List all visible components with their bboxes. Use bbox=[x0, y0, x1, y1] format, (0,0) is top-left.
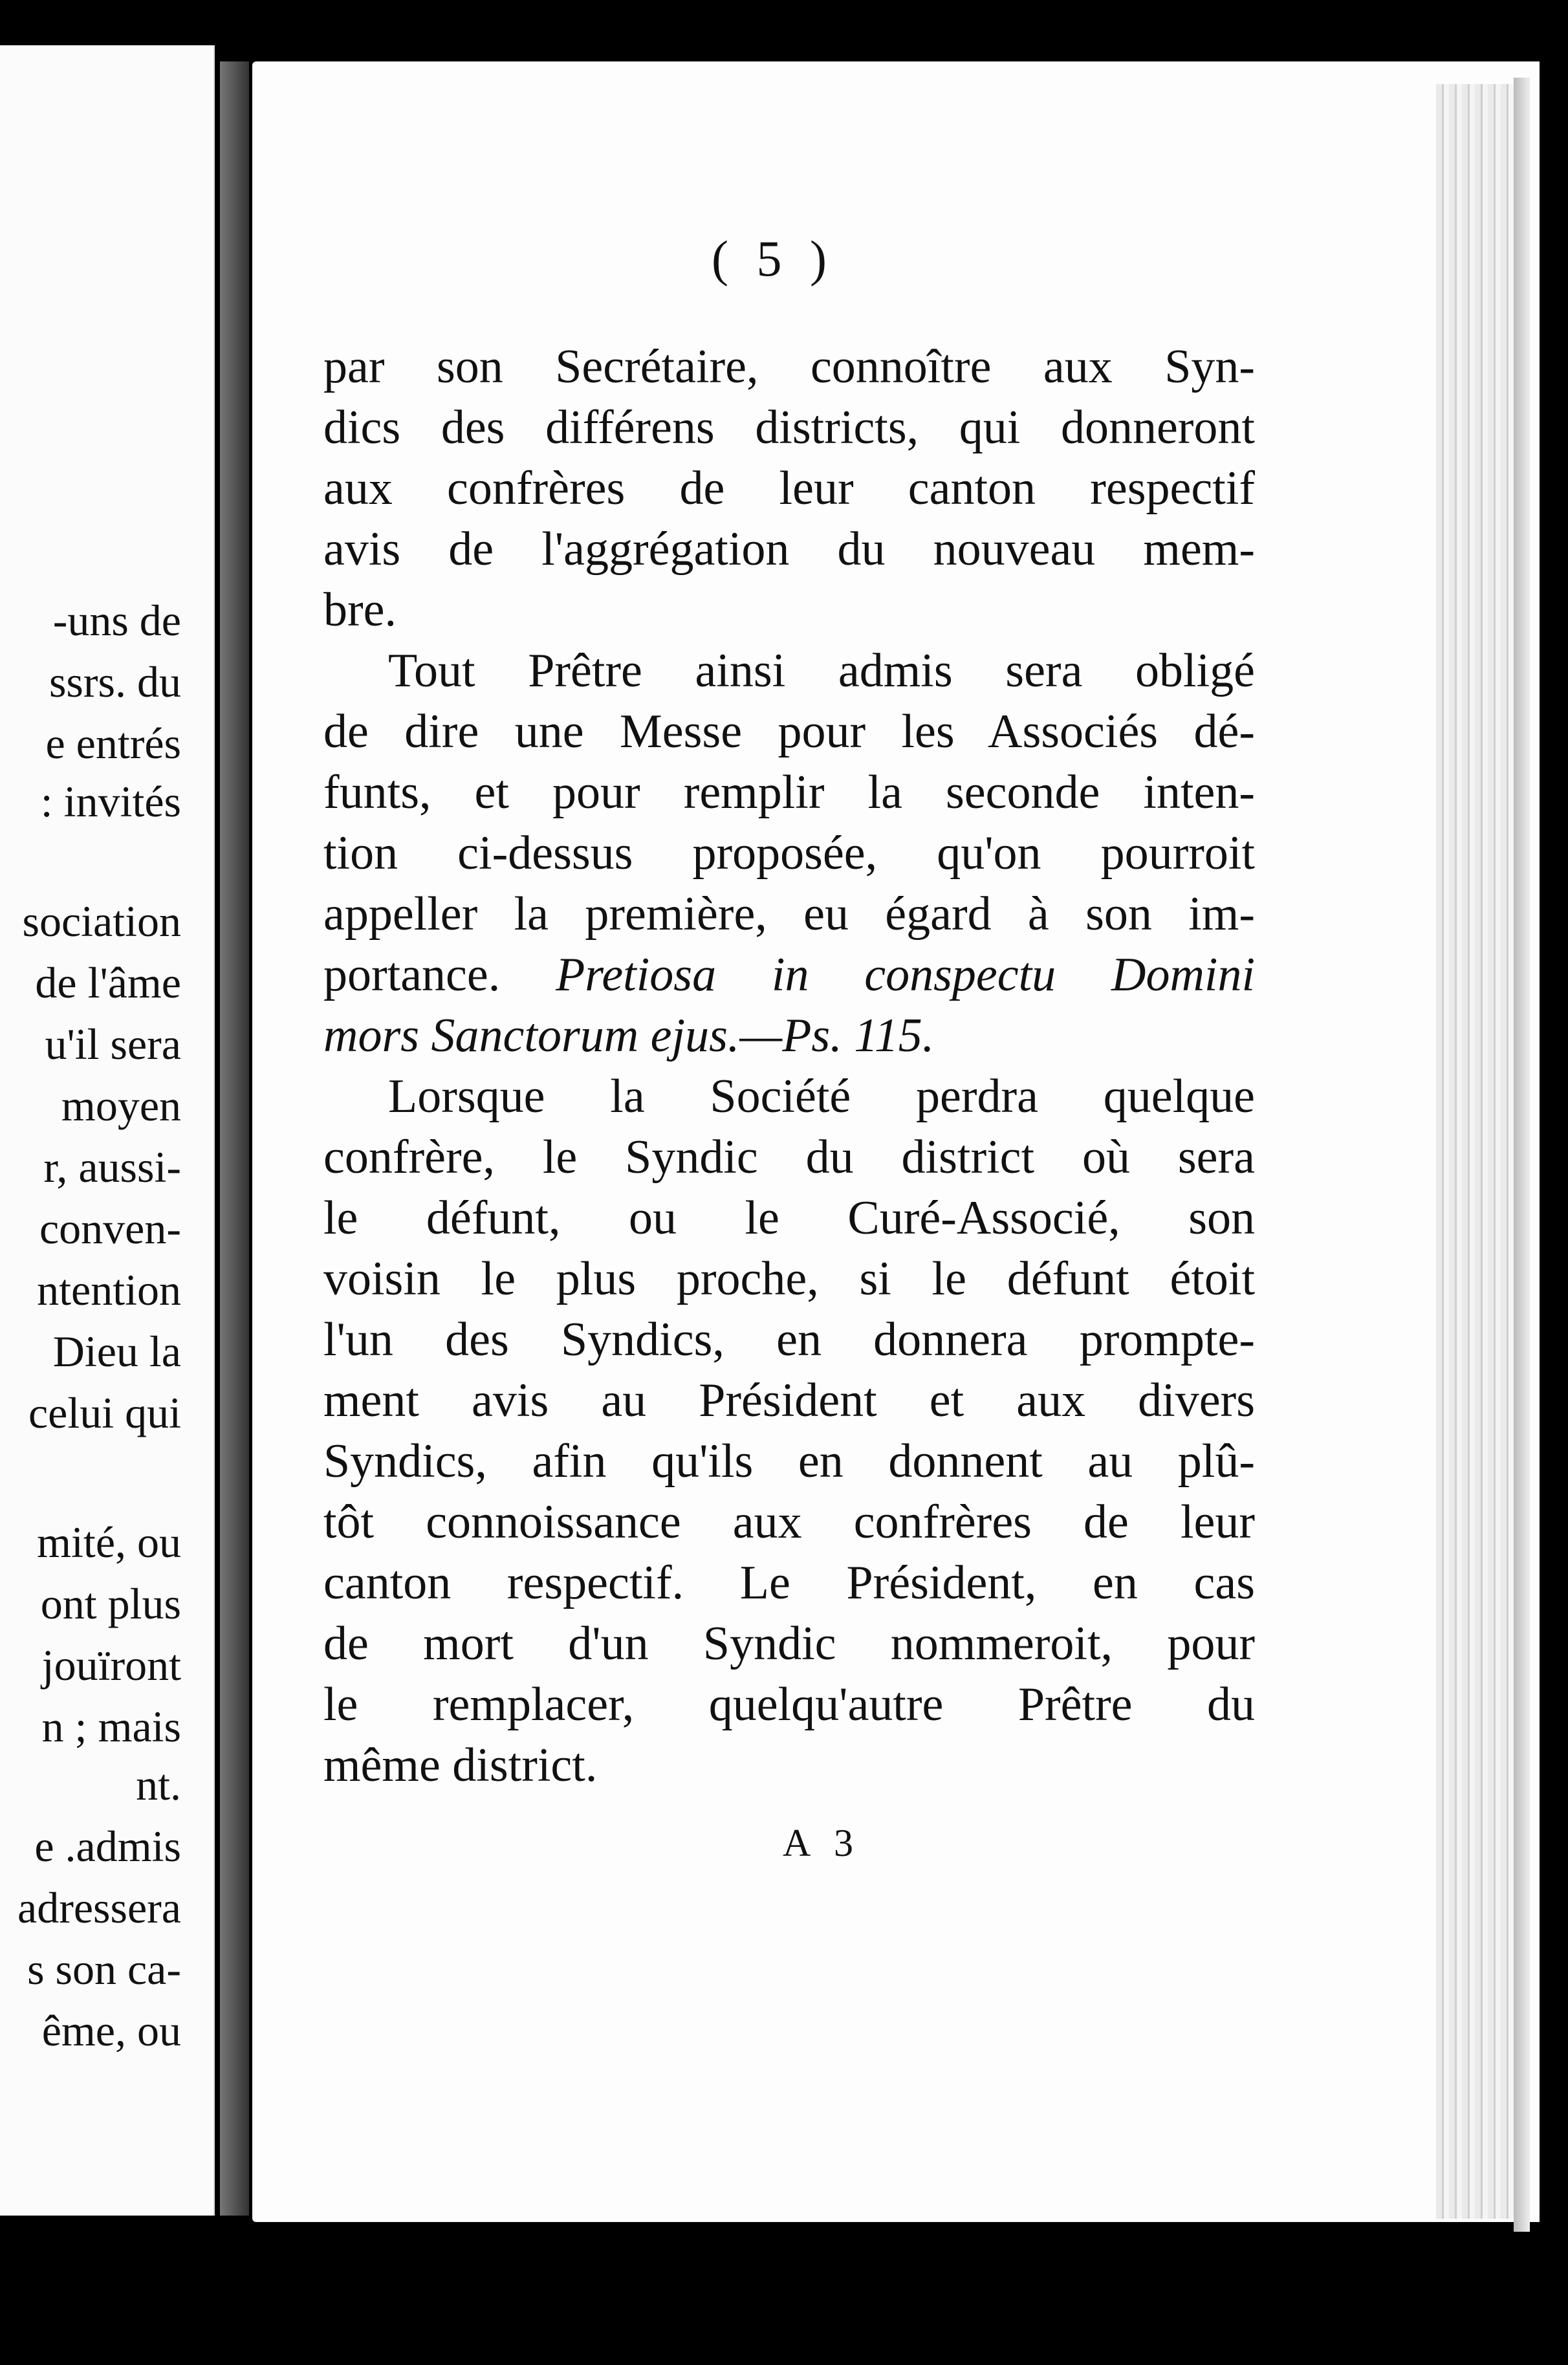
left-line: conven- bbox=[39, 1204, 181, 1253]
text-line: de dire une Messe pour les Associés dé- bbox=[323, 705, 1255, 758]
text-segment: portance. bbox=[323, 948, 501, 1001]
text-line: bre. bbox=[323, 583, 397, 637]
body-text bbox=[323, 336, 1255, 1796]
left-line: ntention bbox=[37, 1265, 181, 1314]
left-line: ont plus bbox=[40, 1579, 181, 1628]
text-line: par son Secrétaire, connoître aux Syn- bbox=[323, 340, 1255, 393]
text-line: ment avis au Président et aux divers bbox=[323, 1374, 1255, 1427]
page-edges bbox=[1436, 84, 1514, 2219]
left-line: : invités bbox=[40, 777, 181, 826]
left-line: e .admis bbox=[34, 1822, 181, 1871]
left-line: nt. bbox=[136, 1760, 181, 1809]
left-line: -uns de bbox=[52, 596, 181, 645]
psalm-reference: —Ps. 115. bbox=[739, 1009, 935, 1062]
left-line: ême, ou bbox=[41, 2006, 181, 2055]
text-line: de mort d'un Syndic nommeroit, pour bbox=[323, 1617, 1255, 1670]
left-page bbox=[0, 45, 215, 2216]
text-line: tôt connoissance aux confrères de leur bbox=[323, 1496, 1255, 1549]
text-line: avis de l'aggrégation du nouveau mem- bbox=[323, 523, 1255, 576]
text-line: le défunt, ou le Curé-Associé, son bbox=[323, 1192, 1255, 1245]
text-line: dics des différens districts, qui donneront bbox=[323, 401, 1255, 454]
signature-mark: A 3 bbox=[783, 1822, 862, 1864]
latin-quote: Pretiosa in conspectu Domini bbox=[556, 948, 1256, 1001]
left-line: sociation bbox=[22, 897, 181, 946]
text-line: funts, et pour remplir la seconde inten- bbox=[323, 766, 1255, 819]
text-line: appeller la première, eu égard à son im- bbox=[323, 888, 1255, 941]
left-line: adressera bbox=[17, 1883, 181, 1932]
left-line: celui qui bbox=[28, 1388, 181, 1437]
left-line: ssrs. du bbox=[49, 657, 181, 706]
book-gutter bbox=[220, 61, 249, 2216]
text-line: confrère, le Syndic du district où sera bbox=[323, 1131, 1255, 1184]
left-line: jouïront bbox=[41, 1640, 181, 1690]
text-line: tion ci-dessus proposée, qu'on pourroit bbox=[323, 827, 1255, 880]
left-line: de l'âme bbox=[35, 958, 181, 1007]
text-line: l'un des Syndics, en donnera prompte- bbox=[323, 1313, 1255, 1366]
text-line: même district. bbox=[323, 1739, 598, 1792]
text-line: Syndics, afin qu'ils en donnent au plû- bbox=[323, 1435, 1255, 1488]
text-line bbox=[323, 944, 1255, 1005]
left-line: r, aussi- bbox=[43, 1142, 181, 1192]
text-line: canton respectif. Le Président, en cas bbox=[323, 1556, 1255, 1609]
text-line: voisin le plus proche, si le défunt étoit bbox=[323, 1252, 1255, 1305]
left-line: u'il sera bbox=[45, 1019, 181, 1069]
latin-quote: mors Sanctorum ejus. bbox=[323, 1009, 740, 1062]
left-line: moyen bbox=[61, 1081, 181, 1130]
text-line: aux confrères de leur canton respectif bbox=[323, 462, 1255, 515]
page-edges-outer bbox=[1514, 78, 1530, 2232]
text-line: le remplacer, quelqu'autre Prêtre du bbox=[323, 1678, 1255, 1731]
text-line bbox=[323, 1005, 1255, 1066]
page-number: ( 5 ) bbox=[712, 230, 834, 287]
left-line: e entrés bbox=[45, 719, 181, 768]
left-line: n ; mais bbox=[41, 1702, 181, 1751]
left-line: mité, ou bbox=[37, 1518, 181, 1567]
text-line: Lorsque la Société perdra quelque bbox=[388, 1070, 1255, 1123]
left-line: Dieu la bbox=[52, 1327, 181, 1376]
left-line: s son ca- bbox=[27, 1945, 181, 1994]
text-line: Tout Prêtre ainsi admis sera obligé bbox=[388, 644, 1255, 697]
